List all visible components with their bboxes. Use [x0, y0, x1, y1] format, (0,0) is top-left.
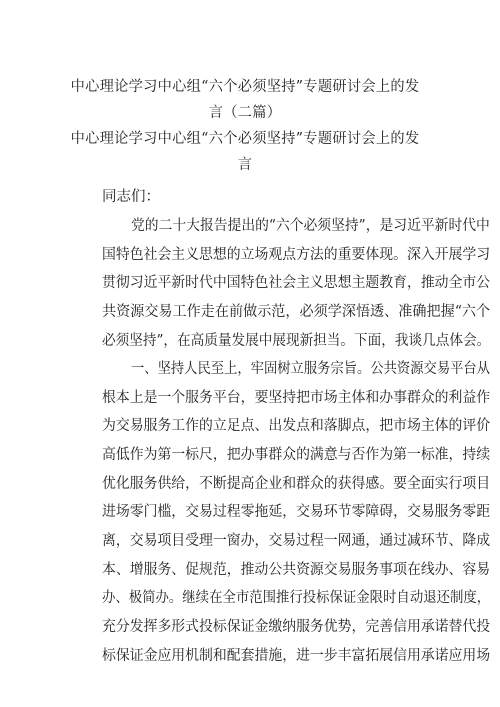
paragraph-text: 贯彻习近平新时代中国特色社会主义思想主题教育，推动全市公 [102, 275, 491, 291]
paragraph-text: 进场零门槛，交易过程零拖延，交易环节零障碍，交易服务零距 [102, 504, 491, 520]
document-subtitle-line-2: 言 [237, 157, 253, 173]
paragraph-text: 高低作为第一标尺，把办事群众的满意与否作为第一标准，持续 [102, 447, 491, 463]
document-subtitle-line-1: 中心理论学习中心组“六个必须坚持”专题研讨会上的发 [70, 131, 420, 147]
paragraph-text: 共资源交易工作走在前做示范，必须学深悟透、准确把握“六个 [102, 304, 491, 320]
paragraph-text: 优化服务供给，不断提高企业和群众的获得感。要全面实行项目 [102, 476, 491, 492]
paragraph-text: 本、增服务、促规范，推动公共资源交易服务事项在线办、容易 [102, 562, 491, 578]
paragraph-text: 充分发挥多形式投标保证金缴纳服务优势，完善信用承诺替代投 [102, 619, 491, 635]
paragraph-text: 为交易服务工作的立足点、出发点和落脚点，把市场主体的评价 [102, 418, 491, 434]
paragraph-text: 离，交易项目受理一窗办，交易过程一网通，通过减环节、降成 [102, 533, 491, 549]
document-title-line-1: 中心理论学习中心组“六个必须坚持”专题研讨会上的发 [70, 79, 420, 95]
paragraph-text: 党的二十大报告提出的“六个必须坚持”，是习近平新时代中 [131, 218, 490, 234]
paragraph-text: 根本上是一个服务平台，要坚持把市场主体和办事群众的利益作 [102, 390, 491, 406]
paragraph-text: 国特色社会主义思想的立场观点方法的重要体现。深入开展学习 [102, 247, 491, 263]
paragraph-text: 标保证金应用机制和配套措施，进一步丰富拓展信用承诺应用场 [102, 648, 491, 664]
document-title-line-2: 言（二篇） [208, 105, 282, 121]
paragraph-text: 必须坚持”，在高质量发展中展现新担当。下面，我谈几点体会。 [102, 333, 491, 349]
paragraph-text: 办、极简办。继续在全市范围推行投标保证金限时自动退还制度， [102, 590, 491, 606]
paragraph-text: 一、坚持人民至上，牢固树立服务宗旨。公共资源交易平台从 [131, 361, 491, 377]
salutation: 同志们： [102, 189, 160, 205]
